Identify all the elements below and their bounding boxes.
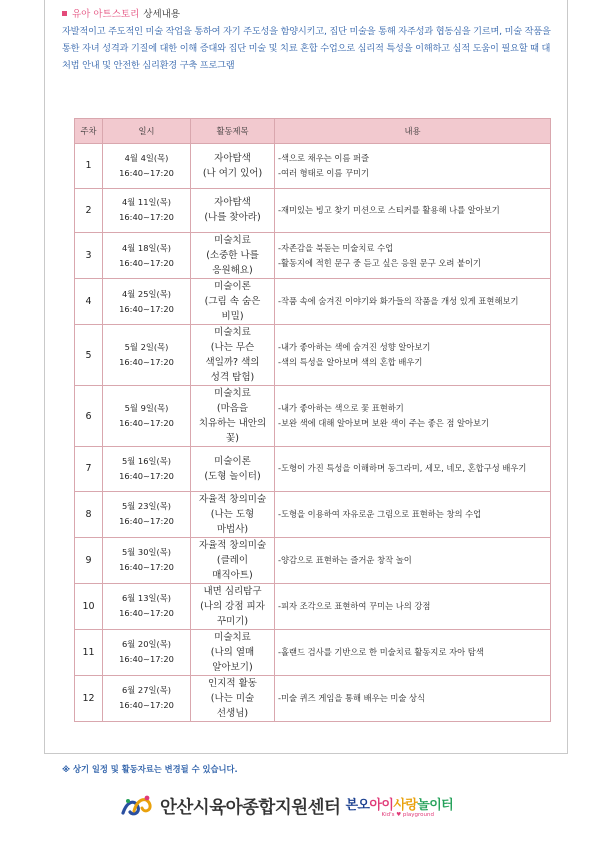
- session-time: 16:40~17:20: [119, 654, 174, 664]
- activity-content: [275, 279, 551, 325]
- activity-title-line: 자아탐색: [214, 197, 251, 209]
- table-row: [75, 279, 551, 325]
- session-datetime: [103, 325, 191, 386]
- activity-content: [275, 629, 551, 675]
- week-number: 12: [75, 675, 103, 721]
- program-intro: 자발적이고 주도적인 미술 작업을 통하여 자기 주도성을 함양시키고, 집단 미술을 통해 자주성과 협동심을 기르며, 미술 작품을 통한 자녀 성격과 기질에 대한 이해 증대와 집단 미술 및 치료 혼합 수업으로 심리적 특성을 이해하고 심적 도움이 필요할 때 대처법 안내 및 안전한 심리환경 구축 프로그램: [62, 26, 551, 71]
- session-date: 5월 30일(목): [122, 547, 171, 557]
- activity-title-line: (소중한 나를: [206, 250, 259, 261]
- activity-title-line: (나 여기 있어): [202, 167, 263, 179]
- branch-name-part-1: 본오: [345, 798, 370, 813]
- activity-title-line: 매직아트): [212, 569, 253, 581]
- activity-content-line: -색으로 채우는 이름 퍼즐: [278, 152, 370, 163]
- week-number: 1: [75, 144, 103, 189]
- center-logo-icon: [120, 793, 154, 819]
- change-notice: ※ 상기 일정 및 활동자료는 변경될 수 있습니다.: [62, 764, 238, 774]
- activity-content-line: -내가 좋아하는 색에 숨겨진 성향 알아보기: [278, 342, 431, 352]
- activity-title-line: (나는 미술: [210, 692, 255, 704]
- activity-title-line: 꽃): [226, 433, 239, 444]
- session-time: 16:40~17:20: [119, 212, 174, 223]
- footer-logo: [120, 789, 453, 823]
- activity-content: [275, 233, 551, 279]
- session-date: 4월 25일(목): [122, 288, 171, 299]
- activity-title: [191, 233, 275, 279]
- activity-content: [275, 386, 551, 447]
- branch-name: [345, 794, 453, 813]
- week-number: 2: [75, 188, 103, 233]
- session-time: 16:40~17:20: [119, 700, 174, 710]
- table-row: [75, 629, 551, 675]
- activity-content-line: -자존감을 북돋는 미술치료 수업: [278, 242, 394, 253]
- section-heading: [62, 6, 180, 20]
- week-number: 10: [75, 583, 103, 629]
- week-number: 7: [75, 447, 103, 492]
- activity-content-line: -양감으로 표현하는 즐거운 창작 놀이: [278, 554, 412, 565]
- activity-content-line: -색의 특성을 알아보며 색의 혼합 배우기: [278, 357, 423, 367]
- activity-title-line: (나는 도형: [210, 508, 255, 520]
- table-row: [75, 675, 551, 721]
- session-time: 16:40~17:20: [119, 418, 174, 428]
- square-bullet-icon: [62, 11, 67, 16]
- activity-content-line: -미술 퀴즈 게임을 통해 배우는 미술 상식: [278, 692, 426, 703]
- activity-content: [275, 325, 551, 386]
- header-date: 일시: [103, 119, 191, 144]
- table-row: [75, 233, 551, 279]
- session-date: 5월 2일(목): [124, 342, 169, 352]
- activity-title-line: (나는 무슨: [210, 342, 255, 353]
- header-content: 내용: [275, 119, 551, 144]
- schedule-header-row: [75, 119, 551, 144]
- activity-title-line: (나를 찾아라): [204, 212, 261, 224]
- activity-content-line: -피자 조각으로 표현하여 꾸미는 나의 강점: [278, 600, 431, 611]
- session-datetime: [103, 279, 191, 325]
- session-time: 16:40~17:20: [119, 257, 174, 268]
- activity-title-line: 알아보기): [212, 661, 253, 673]
- session-datetime: [103, 491, 191, 537]
- table-row: [75, 325, 551, 386]
- activity-content-line: -도형을 이용하여 자유로운 그림으로 표현하는 창의 수업: [278, 508, 482, 519]
- session-datetime: [103, 233, 191, 279]
- session-time: 16:40~17:20: [119, 303, 174, 314]
- activity-title: [191, 188, 275, 233]
- schedule-body: [75, 144, 551, 722]
- activity-title-line: 자율적 창의미술: [198, 493, 267, 505]
- table-row: [75, 386, 551, 447]
- activity-title-line: (나의 강점 피자: [200, 600, 265, 612]
- activity-title-line: 마법사): [216, 523, 249, 535]
- session-datetime: [103, 144, 191, 189]
- activity-title: [191, 537, 275, 583]
- activity-title-line: (클레이: [216, 554, 249, 566]
- activity-title-line: (도형 놀이터): [204, 470, 261, 482]
- week-number: 3: [75, 233, 103, 279]
- activity-title-line: 성격 탐험): [210, 372, 255, 383]
- activity-content: [275, 675, 551, 721]
- activity-title-line: 미술치료: [214, 631, 251, 643]
- session-time: 16:40~17:20: [119, 516, 174, 526]
- week-number: 9: [75, 537, 103, 583]
- activity-title-line: 미술이론: [214, 281, 251, 292]
- table-row: [75, 188, 551, 233]
- activity-title-line: 인지적 활동: [208, 677, 257, 689]
- week-number: 11: [75, 629, 103, 675]
- session-datetime: [103, 188, 191, 233]
- session-time: 16:40~17:20: [119, 357, 174, 367]
- branch-logo: [345, 794, 453, 818]
- session-datetime: [103, 537, 191, 583]
- schedule-table: [74, 118, 551, 722]
- activity-content: [275, 583, 551, 629]
- session-time: 16:40~17:20: [119, 470, 174, 481]
- activity-title: [191, 386, 275, 447]
- branch-name-part-3: 사랑: [393, 798, 418, 813]
- activity-content-line: -재미있는 빙고 찾기 미션으로 스티커를 활용해 나를 알아보기: [278, 204, 500, 215]
- activity-title-line: 치유하는 내안의: [198, 418, 267, 429]
- center-name: 안산시육아종합지원센터: [160, 797, 341, 818]
- activity-content-line: -여러 형태로 이름 꾸미기: [278, 167, 370, 178]
- session-datetime: [103, 675, 191, 721]
- activity-content: [275, 144, 551, 189]
- session-date: 6월 20일(목): [122, 639, 171, 649]
- activity-title: [191, 491, 275, 537]
- activity-title-line: 비밀): [221, 311, 244, 322]
- activity-content-line: -도형이 가진 특성을 이해하며 동그라미, 세모, 네모, 혼합구성 배우기: [278, 463, 527, 474]
- activity-title-line: 자아탐색: [214, 152, 251, 164]
- header-title: 활동제목: [191, 119, 275, 144]
- activity-title: [191, 629, 275, 675]
- table-row: [75, 537, 551, 583]
- activity-content-line: -작품 속에 숨겨진 이야기와 화가들의 작품을 개성 있게 표현해보기: [278, 296, 519, 306]
- section-heading-label: 상세내용: [143, 9, 180, 20]
- branch-tagline: Kid's ♥ playground: [381, 812, 435, 818]
- session-date: 6월 27일(목): [122, 685, 171, 695]
- activity-content-line: -홀랜드 검사를 기반으로 한 미술치료 활동지로 자아 탐색: [278, 646, 484, 657]
- activity-title-line: 응원해요): [212, 265, 253, 276]
- activity-content: [275, 188, 551, 233]
- session-date: 5월 16일(목): [122, 455, 171, 466]
- week-number: 5: [75, 325, 103, 386]
- session-datetime: [103, 629, 191, 675]
- section-heading-program: 유아 아트스토리: [72, 9, 140, 20]
- table-row: [75, 144, 551, 189]
- activity-title: [191, 583, 275, 629]
- activity-title-line: 미술치료: [214, 235, 251, 246]
- session-date: 6월 13일(목): [122, 593, 171, 603]
- session-date: 4월 4일(목): [124, 152, 169, 163]
- branch-name-part-2: 아이: [369, 798, 394, 813]
- activity-title-line: 색일까? 색의: [205, 357, 260, 368]
- activity-title-line: (마음을: [216, 403, 249, 414]
- activity-content-line: -내가 좋아하는 색으로 꽃 표현하기: [278, 403, 404, 413]
- activity-title-line: 내면 심리탐구: [203, 585, 262, 597]
- session-time: 16:40~17:20: [119, 562, 174, 572]
- session-time: 16:40~17:20: [119, 167, 174, 178]
- activity-title: [191, 325, 275, 386]
- session-time: 16:40~17:20: [119, 608, 174, 618]
- activity-content-line: -활동지에 적힌 문구 중 듣고 싶은 응원 문구 오려 붙이기: [278, 257, 482, 268]
- activity-title-line: 꾸미기): [216, 615, 249, 627]
- activity-title-line: (그림 속 숨은: [204, 296, 261, 307]
- session-date: 5월 9일(목): [124, 403, 169, 413]
- table-row: [75, 583, 551, 629]
- activity-title-line: (나의 열매: [210, 646, 255, 658]
- session-datetime: [103, 447, 191, 492]
- activity-title-line: 자율적 창의미술: [198, 539, 267, 551]
- week-number: 6: [75, 386, 103, 447]
- activity-title-line: 미술치료: [214, 327, 251, 338]
- header-week: 주차: [75, 119, 103, 144]
- table-row: [75, 447, 551, 492]
- activity-content: [275, 447, 551, 492]
- session-date: 5월 23일(목): [122, 501, 171, 511]
- activity-title-line: 미술이론: [214, 455, 251, 467]
- week-number: 8: [75, 491, 103, 537]
- table-row: [75, 491, 551, 537]
- activity-title: [191, 144, 275, 189]
- week-number: 4: [75, 279, 103, 325]
- session-date: 4월 11일(목): [122, 197, 171, 208]
- branch-name-part-4: 놀이터: [417, 798, 454, 813]
- activity-title-line: 미술치료: [214, 388, 251, 399]
- session-datetime: [103, 386, 191, 447]
- activity-content-line: -보완 색에 대해 알아보며 보완 색이 주는 좋은 점 알아보기: [278, 418, 490, 428]
- session-date: 4월 18일(목): [122, 242, 171, 253]
- activity-title: [191, 447, 275, 492]
- activity-title-line: 선생님): [216, 707, 249, 719]
- activity-content: [275, 537, 551, 583]
- activity-content: [275, 491, 551, 537]
- session-datetime: [103, 583, 191, 629]
- activity-title: [191, 279, 275, 325]
- activity-title: [191, 675, 275, 721]
